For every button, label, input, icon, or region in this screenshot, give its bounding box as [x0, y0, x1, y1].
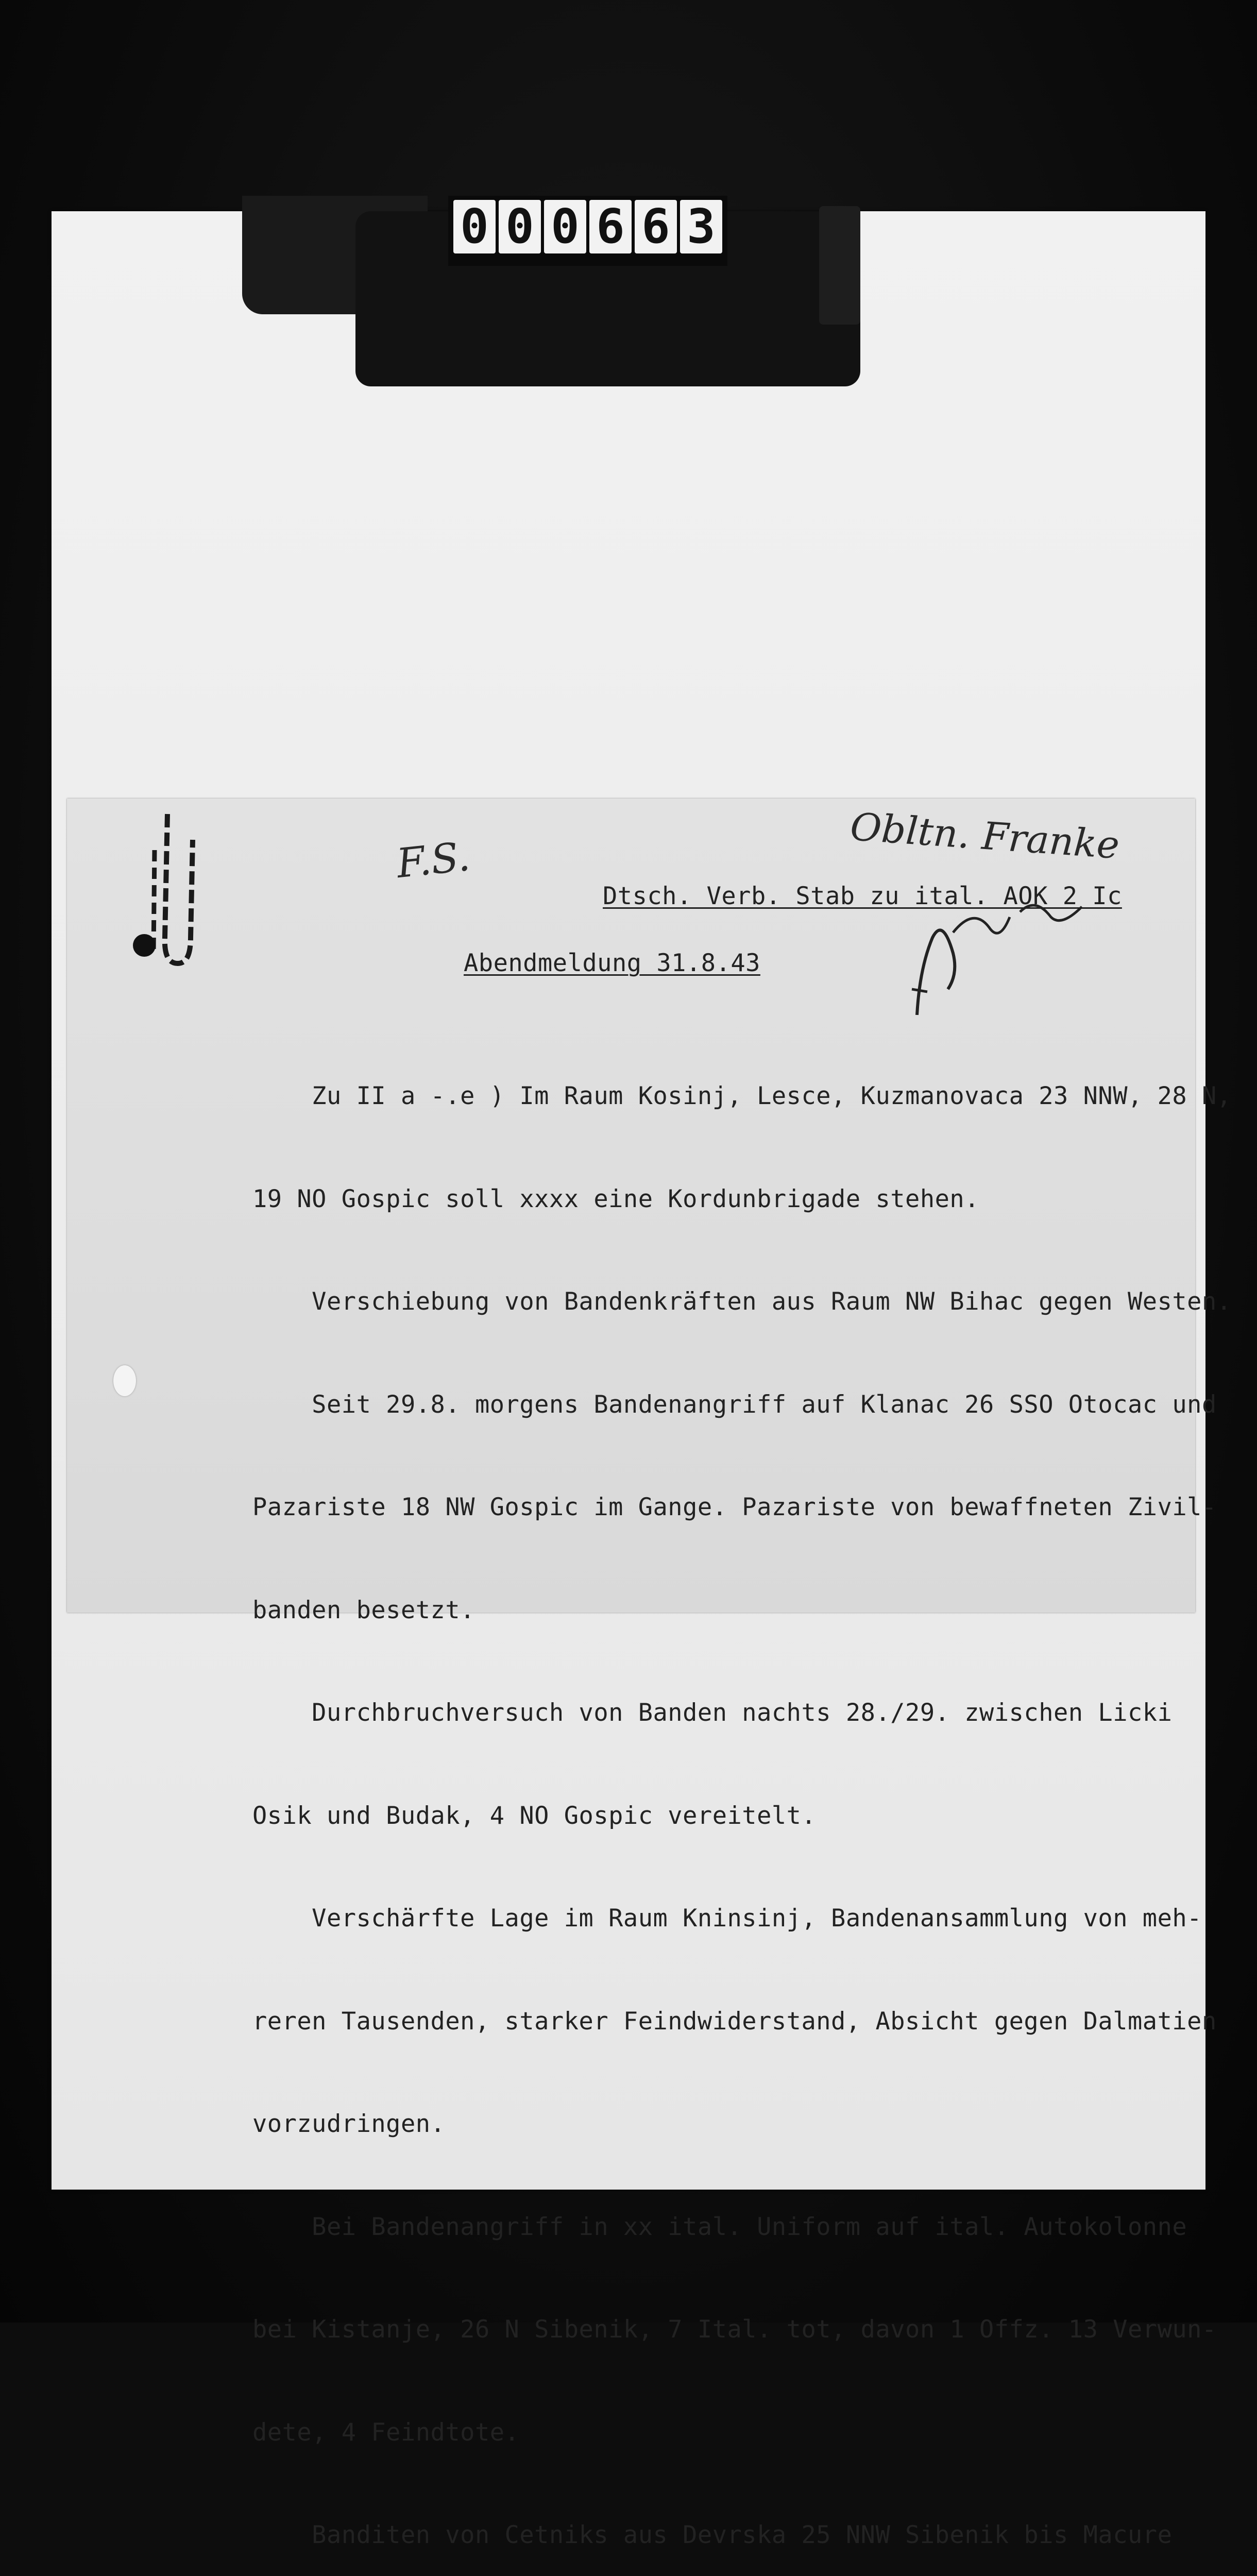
body-line: Verschärfte Lage im Raum Kninsinj, Bandenansammlung von meh-: [252, 1904, 1202, 1933]
body-line: banden besetzt.: [252, 1596, 475, 1624]
body-line: Bei Bandenangriff in xx ital. Uniform auf ital. Autokolonne: [252, 2212, 1187, 2241]
document-body: [252, 1011, 1232, 2576]
frame-digit: 0: [544, 200, 586, 253]
body-line: Osik und Budak, 4 NO Gospic vereitelt.: [252, 1801, 817, 1830]
frame-digit: 6: [589, 200, 632, 253]
body-line: Durchbruchversuch von Banden nachts 28./29. zwischen Licki: [252, 1699, 1173, 1727]
paperclip-icon: [139, 809, 201, 974]
body-line: reren Tausenden, starker Feindwiderstand, Absicht gegen Dalmatien: [252, 2007, 1217, 2036]
body-line: Banditen von Cetniks aus Devrska 25 NNW Sibenik bis Macure: [252, 2521, 1173, 2549]
frame-digit: 3: [680, 200, 722, 253]
frame-digit: 0: [453, 200, 496, 253]
handwritten-signature-name: Obltn. Franke: [848, 804, 1121, 868]
frame-digit: 0: [499, 200, 541, 253]
frame-number: [448, 196, 727, 266]
counter-knob: [819, 206, 860, 325]
body-line: bei Kistanje, 26 N Sibenik, 7 Ital. tot, davon 1 Offz. 13 Verwun-: [252, 2315, 1217, 2344]
body-line: vorzudringen.: [252, 2110, 446, 2138]
body-line: Verschiebung von Bandenkräften aus Raum NW Bihac gegen Westen.: [252, 1287, 1232, 1316]
frame-digit: 6: [635, 200, 677, 253]
punch-hole: [113, 1365, 136, 1396]
handwritten-initials: F.S.: [394, 833, 472, 888]
document-title: Abendmeldung 31.8.43: [464, 949, 760, 977]
body-line: Seit 29.8. morgens Bandenangriff auf Klanac 26 SSO Otocac und: [252, 1390, 1217, 1419]
body-line: 19 NO Gospic soll xxxx eine Kordunbrigade stehen.: [252, 1184, 980, 1213]
body-line: Pazariste 18 NW Gospic im Gange. Pazariste von bewaffneten Zivil-: [252, 1493, 1217, 1521]
body-line: Zu II a -.e ) Im Raum Kosinj, Lesce, Kuzmanovaca 23 NNW, 28 N,: [252, 1082, 1232, 1110]
frame-counter-device: [242, 196, 881, 402]
body-line: dete, 4 Feindtote.: [252, 2418, 520, 2447]
document-header: Dtsch. Verb. Stab zu ital. AOK 2 Ic: [603, 882, 1122, 910]
